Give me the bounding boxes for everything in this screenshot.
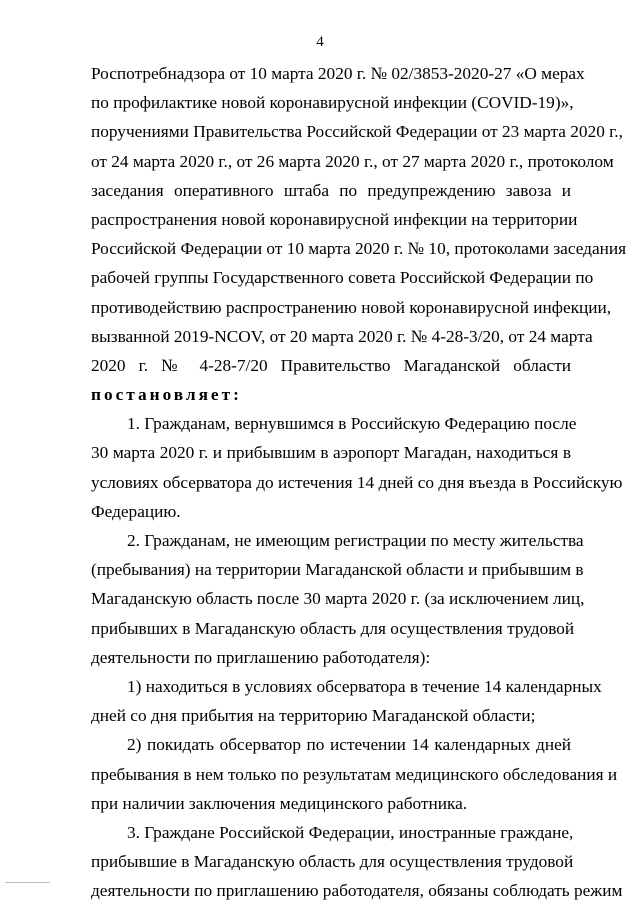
text-line: поручениями Правительства Российской Федерации от 23 марта 2020 г., <box>91 122 623 142</box>
resolution-keyword: постановляет: <box>91 385 242 405</box>
text-line: дней со дня прибытия на территорию Магаданской области; <box>91 706 536 726</box>
text-line: распространения новой коронавирусной инфекции на территории <box>91 209 578 229</box>
text-line: 2. Гражданам, не имеющим регистрации по месту жительства <box>127 531 584 550</box>
text-line: заседания оперативного штаба по предупреждению завоза и <box>91 180 571 200</box>
text-line: Магаданскую область после 30 марта 2020 г. (за исключением лиц, <box>91 589 585 609</box>
text-line: по профилактике новой коронавирусной инфекции (COVID-19)», <box>91 93 574 113</box>
text-line: рабочей группы Государственного совета Российской Федерации по <box>91 268 594 288</box>
text-line: Роспотребнадзора от 10 марта 2020 г. № 02/3853-2020-27 «О мерах <box>91 64 585 83</box>
text-line: деятельности по приглашению работодателя, обязаны соблюдать режим <box>91 881 623 901</box>
page-number: 4 <box>316 34 324 50</box>
text-line: при наличии заключения медицинского работника. <box>91 793 468 813</box>
text-line: прибывших в Магаданскую область для осуществления трудовой <box>91 618 575 638</box>
text-line: 1) находиться в условиях обсерватора в течение 14 календарных <box>127 676 602 696</box>
text-line: от 24 марта 2020 г., от 26 марта 2020 г., от 27 марта 2020 г., протоколом <box>91 151 614 171</box>
footer-divider <box>5 882 50 883</box>
text-line: 2020 г. № 4-28-7/20 Правительство Магаданской области <box>91 355 571 375</box>
text-line: вызванной 2019-NCOV, от 20 марта 2020 г. № 4-28-3/20, от 24 марта <box>91 326 593 346</box>
text-line: деятельности по приглашению работодателя): <box>91 647 431 667</box>
text-line: 30 марта 2020 г. и прибывшим в аэропорт Магадан, находиться в <box>91 443 571 463</box>
text-line: (пребывания) на территории Магаданской области и прибывшим в <box>91 560 584 580</box>
text-line: условиях обсерватора до истечения 14 дней со дня въезда в Российскую <box>91 472 623 492</box>
text-line: 3. Граждане Российской Федерации, иностранные граждане, <box>127 822 574 842</box>
text-line: противодействию распространению новой коронавирусной инфекции, <box>91 297 612 317</box>
document-body <box>91 59 627 905</box>
text-line: прибывшие в Магаданскую область для осуществления трудовой <box>91 852 574 872</box>
text-line: Федерацию. <box>91 501 181 521</box>
text-line: Российской Федерации от 10 марта 2020 г. № 10, протоколами заседания <box>91 239 627 259</box>
text-line: 2) покидать обсерватор по истечении 14 календарных дней <box>127 735 571 755</box>
text-line: 1. Гражданам, вернувшимся в Российскую Федерацию после <box>127 414 577 434</box>
text-line: пребывания в нем только по результатам медицинского обследования и <box>91 764 618 784</box>
